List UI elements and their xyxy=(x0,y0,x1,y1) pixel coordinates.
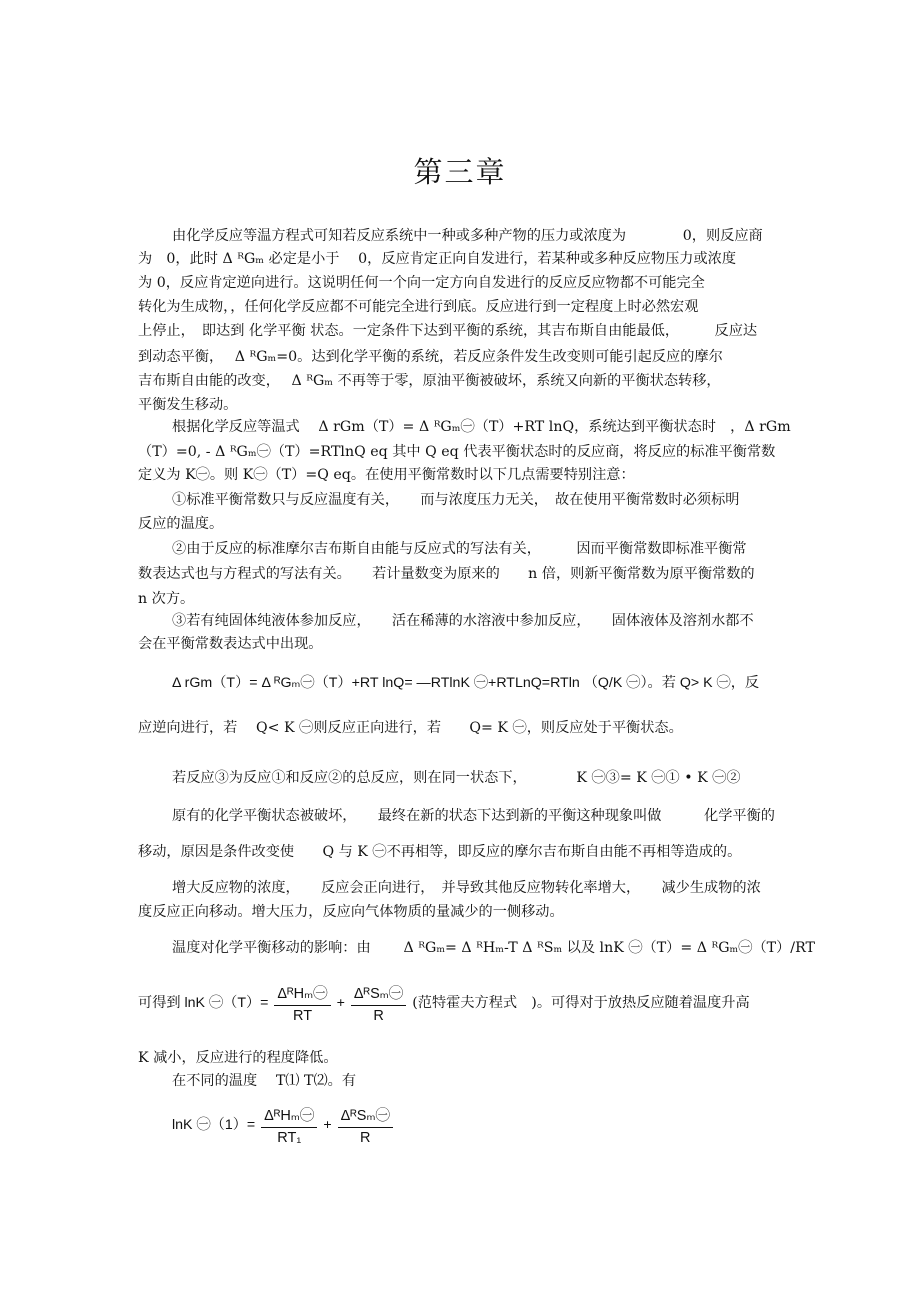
isotherm-direction: 应逆向进行，若 Q< K ㊀则反应正向进行，若 Q= K ㊀，则反应处于平衡状态。 xyxy=(138,720,683,736)
p1-line-3: 为 0，反应肯定逆向进行。这说明任何一个向一定方向自发进行的反应反应物都不可能完全 xyxy=(138,275,705,291)
p2-line-3: 定义为 K㊀。则 K㊀（T）=Q eq。在使用平衡常数时以下几点需要特别注意： xyxy=(138,467,635,483)
vanthoff-suffix: (范特霍夫方程式 )。可得对于放热反应随着温度升高 xyxy=(412,994,750,1011)
t1-enthalpy-fraction xyxy=(261,1104,317,1146)
p1-line-1: 由化学反应等温方程式可知若反应系统中一种或多种产物的压力或浓度为 0，则反应商 xyxy=(172,228,763,244)
t1-enthalpy-numerator: ΔᴿHₘ㊀ xyxy=(261,1104,317,1128)
temperature-effect-line: 温度对化学平衡移动的影响：由 Δ ᴿGₘ= Δ ᴿHₘ-T Δ ᴿSₘ 以及 lnK ㊀（T）= Δ ᴿGₘ㊀（T）/RT xyxy=(172,940,815,956)
p1-line-4: 转化为生成物，，任何化学反应都不可能完全进行到底。反应进行到一定程度上时必然宏观 xyxy=(138,299,699,315)
t1-prefix: lnK ㊀（1）= xyxy=(172,1116,256,1133)
t1-enthalpy-denominator: RT₁ xyxy=(277,1130,302,1146)
chapter-title: 第三章 xyxy=(413,155,507,189)
entropy-fraction xyxy=(351,982,406,1024)
entropy-numerator: ΔᴿSₘ㊀ xyxy=(351,982,406,1006)
p1-line-8: 平衡发生移动。 xyxy=(138,397,238,413)
p2-line-1: 根据化学反应等温式 Δ rGm（T）= Δ ᴿGₘ㊀（T）+RT lnQ，系统达到平衡状态时 ，Δ rGm xyxy=(172,419,791,435)
concentration-line-1: 增大反应物的浓度， 反应会正向进行， 并导致其他反应物转化率增大， 减少生成物的浓 xyxy=(172,880,761,896)
entropy-denominator: R xyxy=(373,1008,384,1024)
p1-line-2: 为 0，此时 Δ ᴿGₘ 必定是小于 0，反应肯定正向自发进行，若某种或多种反应物压力或浓度 xyxy=(138,251,737,267)
vanthoff-equation xyxy=(138,982,750,1024)
p1-line-5: 上停止， 即达到 化学平衡 状态。一定条件下达到平衡的系统，其吉布斯自由能最低， 反应达 xyxy=(138,323,758,339)
isotherm-equation: Δ rGm（T）= Δ ᴿGₘ㊀（T）+RT lnQ= —RTlnK ㊀+RTLnQ=RTln （Q/K ㊀）。若 Q> K ㊀，反 xyxy=(172,675,760,691)
shift-line-1: 原有的化学平衡状态被破坏， 最终在新的状态下达到新的平衡这种现象叫做 化学平衡的 xyxy=(172,808,775,824)
k-decrease-line: K 减小，反应进行的程度降低。 xyxy=(138,1050,338,1066)
note-2-line-3: n 次方。 xyxy=(138,591,195,607)
vanthoff-prefix: 可得到 lnK ㊀（T）= xyxy=(138,994,269,1011)
enthalpy-numerator: ΔᴿHₘ㊀ xyxy=(274,982,330,1006)
t1-plus-sign: + xyxy=(323,1116,332,1133)
shift-line-2: 移动，原因是条件改变使 Q 与 K ㊀不再相等，即反应的摩尔吉布斯自由能不再相等造成的。 xyxy=(138,844,742,860)
equation-t1 xyxy=(172,1104,395,1146)
note-2-line-2: 数表达式也与方程式的写法有关。 若计量数变为原来的 n 倍，则新平衡常数为原平衡常数的 xyxy=(138,566,755,582)
note-3-line-1: ③若有纯固体纯液体参加反应， 活在稀薄的水溶液中参加反应， 固体液体及溶剂水都不 xyxy=(172,613,754,629)
t1-entropy-numerator: ΔᴿSₘ㊀ xyxy=(338,1104,393,1128)
plus-sign: + xyxy=(336,994,345,1011)
p1-line-7: 吉布斯自由能的改变， Δ ᴿGₘ 不再等于零，原油平衡被破坏，系统又向新的平衡状态转移， xyxy=(138,373,721,389)
different-temperatures-line: 在不同的温度 T⑴ T⑵。有 xyxy=(172,1073,357,1089)
note-1-line-2: 反应的温度。 xyxy=(138,516,224,532)
t1-entropy-denominator: R xyxy=(360,1130,371,1146)
note-2-line-1: ②由于反应的标准摩尔吉布斯自由能与反应式的写法有关， 因而平衡常数即标准平衡常 xyxy=(172,541,747,557)
concentration-line-2: 度反应正向移动。增大压力，反应向气体物质的量减少的一侧移动。 xyxy=(138,904,564,920)
p2-line-2: （T）=0, - Δ ᴿGₘ㊀（T）=RTlnQ eq 其中 Q eq 代表平衡状态时的反应商，将反应的标准平衡常数 xyxy=(138,444,776,460)
note-3-line-2: 会在平衡常数表达式中出现。 xyxy=(138,636,323,652)
enthalpy-fraction xyxy=(274,982,330,1024)
p1-line-6: 到动态平衡， Δ ᴿGₘ=0。达到化学平衡的系统，若反应条件发生改变则可能引起反应的摩尔 xyxy=(138,349,723,365)
enthalpy-denominator: RT xyxy=(293,1008,313,1024)
note-1-line-1: ①标准平衡常数只与反应温度有关， 而与浓度压力无关， 故在使用平衡常数时必须标明 xyxy=(172,492,740,508)
t1-entropy-fraction xyxy=(338,1104,393,1146)
combined-reaction-constant: 若反应③为反应①和反应②的总反应，则在同一状态下， K ㊀③= K ㊀① • K ㊀② xyxy=(172,770,741,786)
